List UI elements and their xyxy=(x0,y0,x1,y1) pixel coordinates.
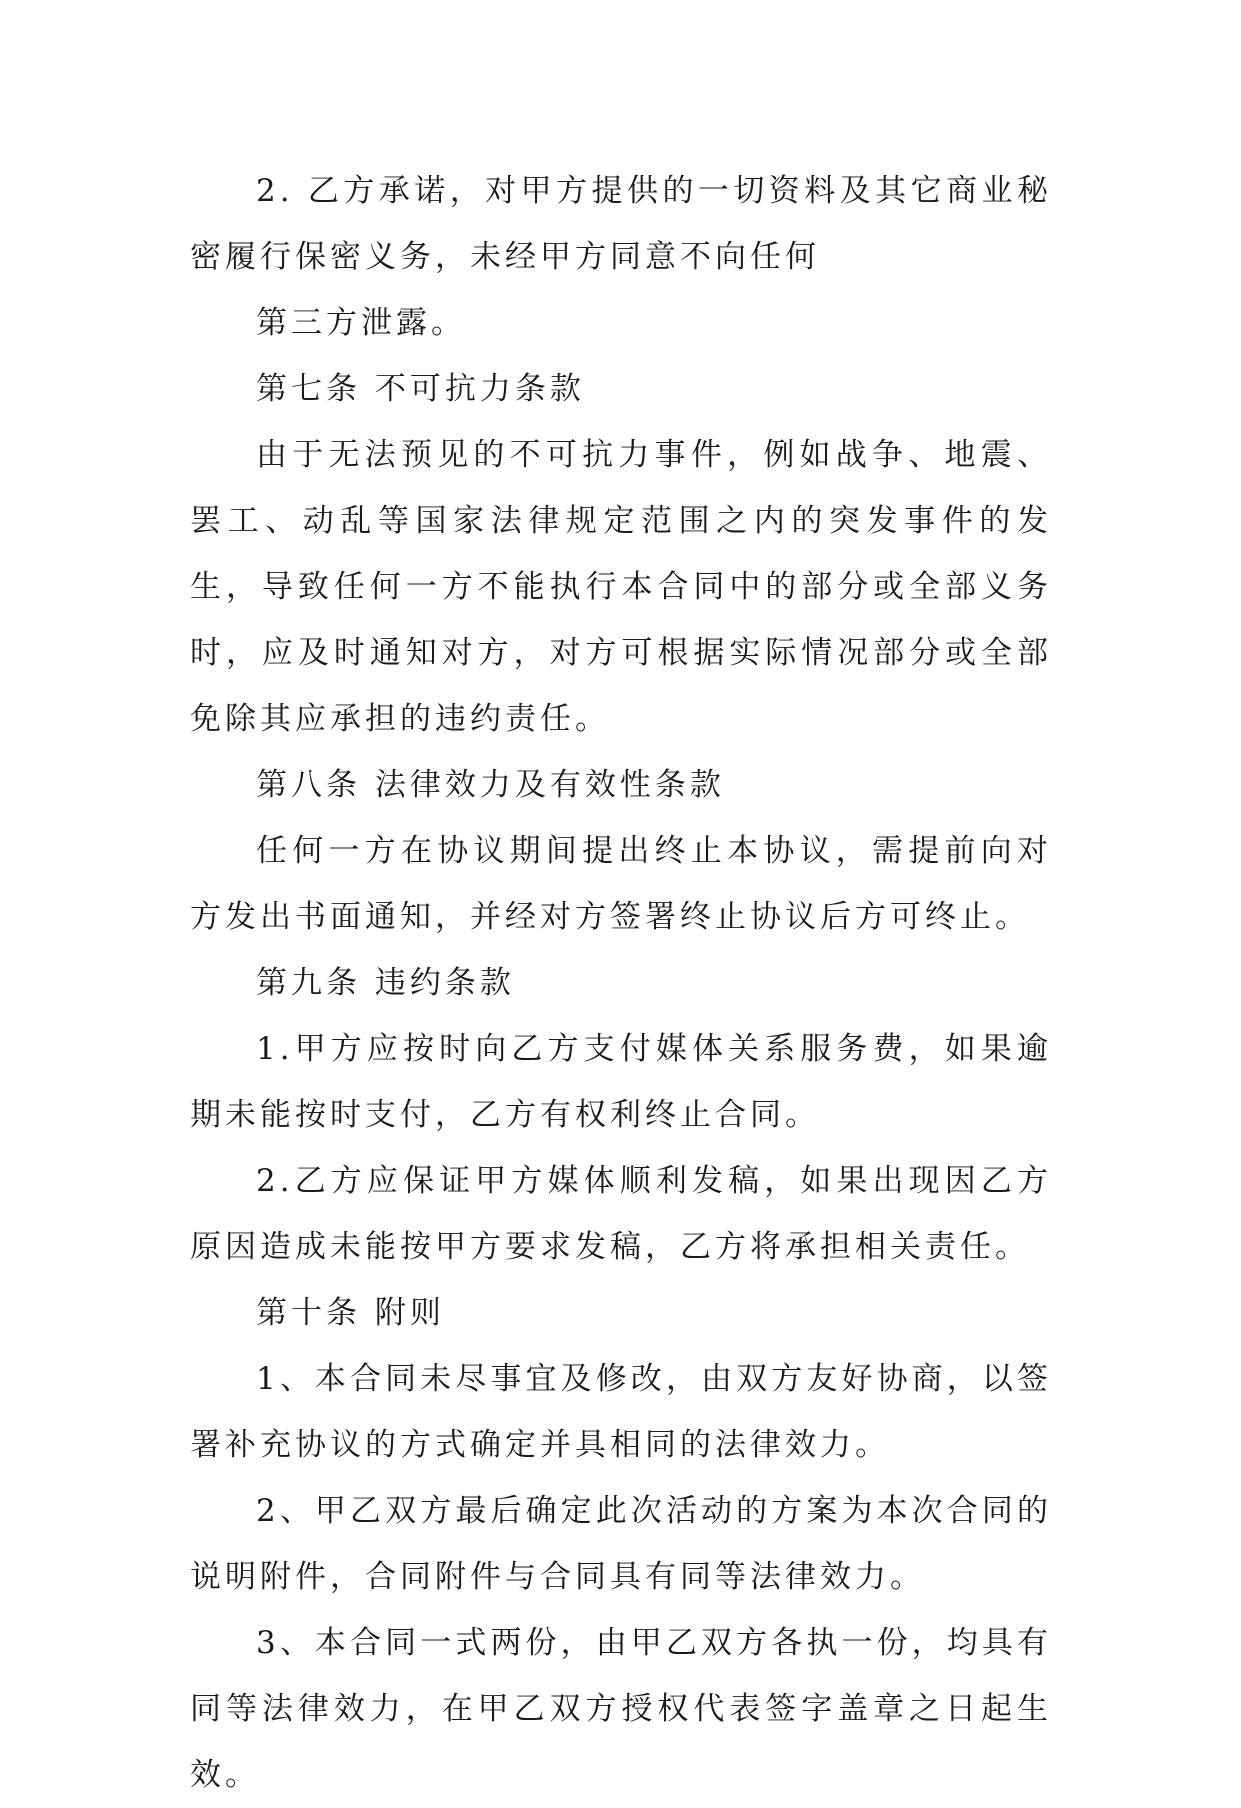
paragraph-supplementary-1: 1、本合同未尽事宜及修改，由双方友好协商，以签署补充协议的方式确定并具相同的法律效力。 xyxy=(190,1361,1052,1463)
paragraph-force-majeure: 由于无法预见的不可抗力事件，例如战争、地震、罢工、动乱等国家法律规定范围之内的突发事件的发生，导致任何一方不能执行本合同中的部分或全部义务时，应及时通知对方，对方可根据实际情况部分或全部免除其应承担的违约责任。 xyxy=(190,437,1052,737)
paragraph-supplementary-2: 2、甲乙双方最后确定此次活动的方案为本次合同的说明附件，合同附件与合同具有同等法律效力。 xyxy=(190,1493,1052,1595)
heading-article-10: 第十条 附则 xyxy=(256,1295,445,1331)
paragraph-confidentiality-continued: 第三方泄露。 xyxy=(256,305,466,341)
heading-article-8: 第八条 法律效力及有效性条款 xyxy=(256,767,725,803)
paragraph-breach-1: 1.甲方应按时向乙方支付媒体关系服务费，如果逾期未能按时支付，乙方有权利终止合同。 xyxy=(190,1031,1052,1133)
document-body xyxy=(190,158,1052,1808)
paragraph-breach-2: 2.乙方应保证甲方媒体顺利发稿，如果出现因乙方原因造成未能按甲方要求发稿，乙方将承担相关责任。 xyxy=(190,1163,1052,1265)
heading-article-9: 第九条 违约条款 xyxy=(256,965,515,1001)
paragraph-confidentiality-clause-2: 2. 乙方承诺，对甲方提供的一切资料及其它商业秘密履行保密义务，未经甲方同意不向任何 xyxy=(190,173,1052,275)
paragraph-termination: 任何一方在协议期间提出终止本协议，需提前向对方发出书面通知，并经对方签署终止协议后方可终止。 xyxy=(190,833,1052,935)
paragraph-supplementary-3: 3、本合同一式两份，由甲乙双方各执一份，均具有同等法律效力，在甲乙双方授权代表签字盖章之日起生效。 xyxy=(190,1625,1052,1793)
heading-article-7: 第七条 不可抗力条款 xyxy=(256,371,585,407)
